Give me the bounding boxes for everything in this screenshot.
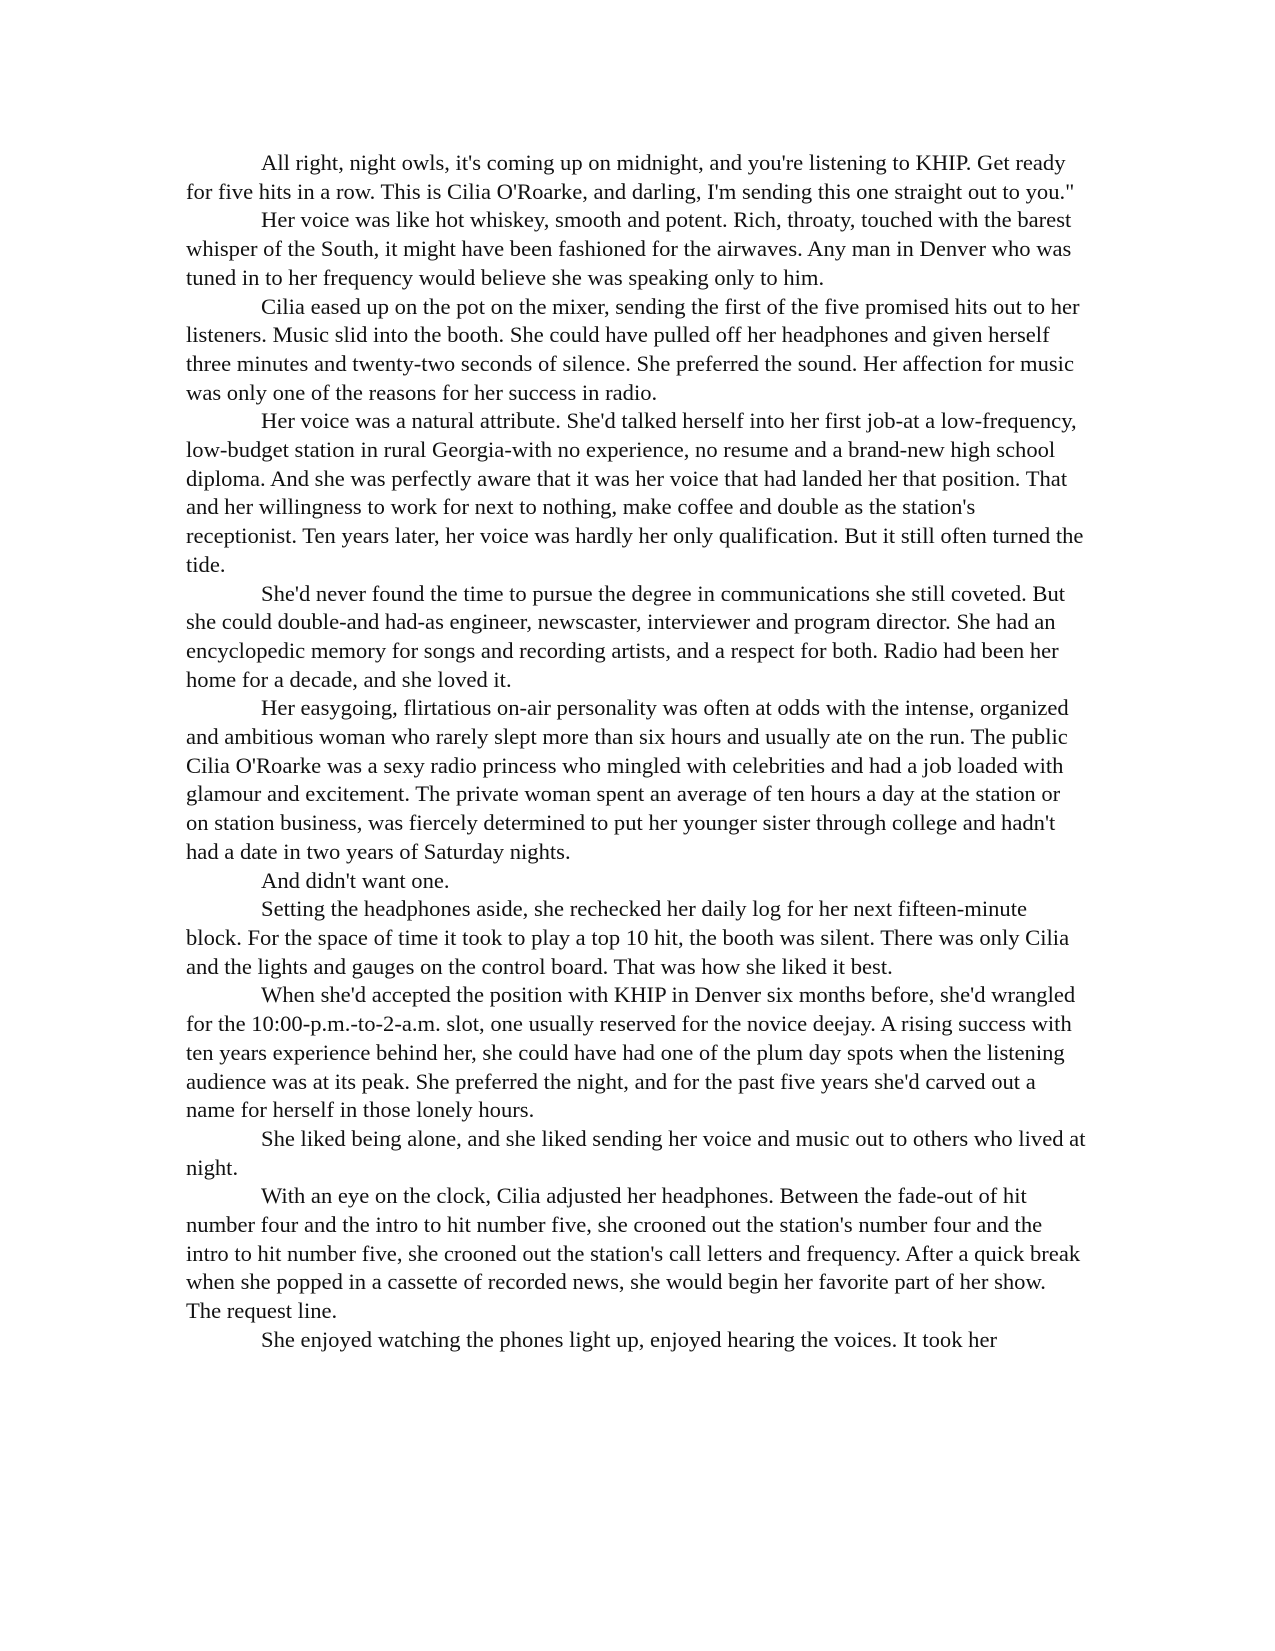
- paragraph-11: With an eye on the clock, Cilia adjusted her headphones. Between the fade-out of hit number four and the intro to hit number five, she crooned out the station's number four and the intro to hit number five, she crooned out the station's call letters and frequency. After a quick break when she popped in a cassette of recorded news, she would begin her favorite part of her show. The request line.: [186, 1183, 1081, 1324]
- paragraph-9: When she'd accepted the position with KHIP in Denver six months before, she'd wrangled for the 10:00-p.m.-to-2-a.m. slot, one usually reserved for the novice deejay. A rising success with ten years experience behind her, she could have had one of the plum day spots when the listening audience was at its peak. She preferred the night, and for the past five years she'd carved out a name for herself in those lonely hours.: [186, 982, 1076, 1123]
- paragraph-8: Setting the headphones aside, she rechecked her daily log for her next fifteen-minute block. For the space of time it took to play a top 10 hit, the booth was silent. There was only Cilia and the lights and gauges on the control board. That was how she liked it best.: [186, 896, 1070, 979]
- body-text: [186, 149, 1086, 1355]
- paragraph-1: All right, night owls, it's coming up on midnight, and you're listening to KHIP. Get ready for five hits in a row. This is Cilia O'Roarke, and darling, I'm sending this one straight out to you.": [186, 150, 1075, 204]
- paragraph-12: She enjoyed watching the phones light up, enjoyed hearing the voices. It took her: [261, 1326, 997, 1352]
- paragraph-5: She'd never found the time to pursue the degree in communications she still coveted. But she could double-and had-as engineer, newscaster, interviewer and program director. She had an encyclopedic memory for songs and recording artists, and a respect for both. Radio had been her home for a decade, and she loved it.: [186, 580, 1066, 692]
- paragraph-6: Her easygoing, flirtatious on-air personality was often at odds with the intense, organized and ambitious woman who rarely slept more than six hours and usually ate on the run. The public Cilia O'Roarke was a sexy radio princess who mingled with celebrities and had a job loaded with glamour and excitement. The private woman spent an average of ten hours a day at the station or on station business, was fiercely determined to put her younger sister through college and hadn't had a date in two years of Saturday nights.: [186, 695, 1069, 864]
- paragraph-4: Her voice was a natural attribute. She'd talked herself into her first job-at a low-frequency, low-budget station in rural Georgia-with no experience, no resume and a brand-new high school diploma. And she was perfectly aware that it was her voice that had landed her that position. That and her willingness to work for next to nothing, make coffee and double as the station's receptionist. Ten years later, her voice was hardly her only qualification. But it still often turned the tide.: [186, 408, 1084, 577]
- paragraph-7: And didn't want one.: [261, 867, 450, 893]
- paragraph-3: Cilia eased up on the pot on the mixer, sending the first of the five promised hits out to her listeners. Music slid into the booth. She could have pulled off her headphones and given herself three minutes and twenty-two seconds of silence. She preferred the sound. Her affection for music was only one of the reasons for her success in radio.: [186, 293, 1080, 405]
- paragraph-2: Her voice was like hot whiskey, smooth and potent. Rich, throaty, touched with the barest whisper of the South, it might have been fashioned for the airwaves. Any man in Denver who was tuned in to her frequency would believe she was speaking only to him.: [186, 207, 1072, 290]
- paragraph-10: She liked being alone, and she liked sending her voice and music out to others who lived at night.: [186, 1125, 1086, 1180]
